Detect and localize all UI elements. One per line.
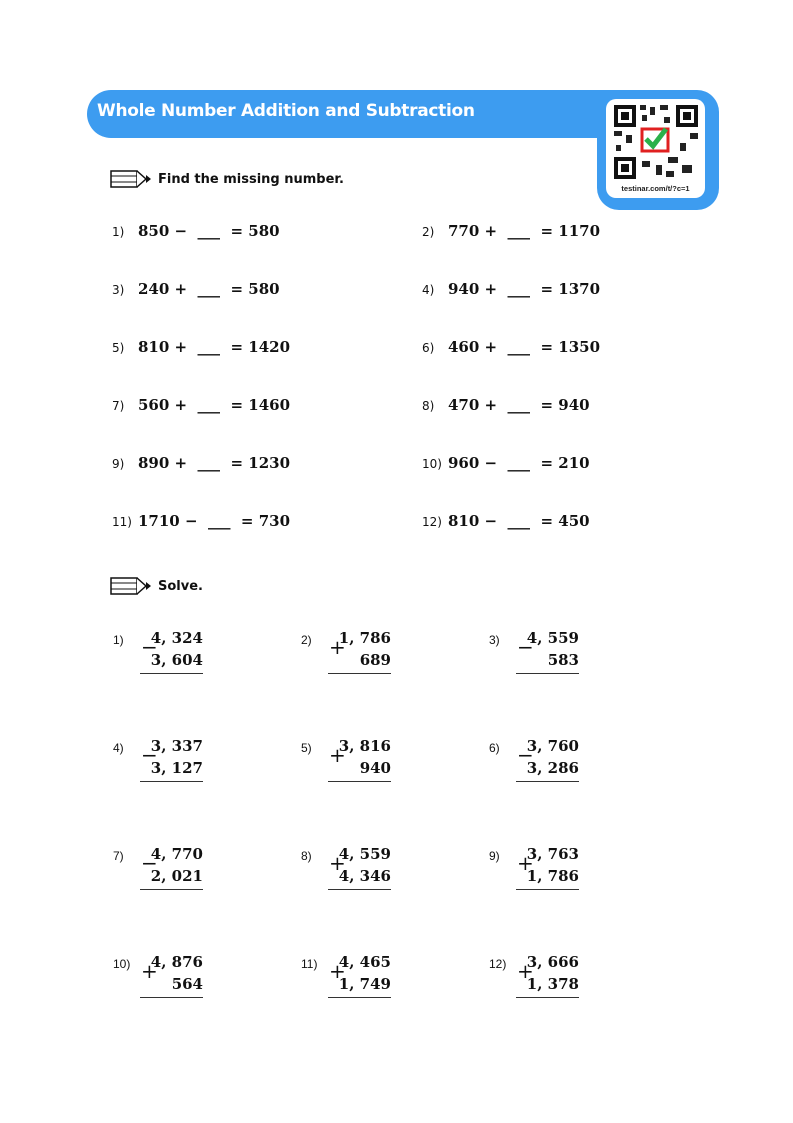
problem-number: 5) [301,741,312,755]
instruction-text: Find the missing number. [158,171,344,187]
operator: − [517,635,534,659]
qr-url: testinar.com/t/?c=1 [621,184,690,193]
vertical-problem [301,737,401,787]
problem-number: 6) [489,741,500,755]
operator: + [517,851,534,875]
page-title: Whole Number Addition and Subtraction [97,101,475,121]
equation: 810 + ___ = 1420 [138,338,291,356]
vertical-problem [113,953,213,1003]
answer-line [140,673,203,674]
qr-panel [597,90,719,210]
equation: 890 + ___ = 1230 [138,454,291,472]
bottom-number: 2, 021 [150,867,203,885]
bottom-number: 940 [359,759,391,777]
pencil-icon [110,170,152,188]
problem-number: 1) [112,225,125,239]
answer-line [516,781,579,782]
instruction-2 [110,577,203,595]
problem-number: 11) [301,957,318,971]
problem-number: 7) [113,849,124,863]
vertical-problem [113,737,213,787]
equation: 770 + ___ = 1170 [448,222,601,240]
answer-line [140,781,203,782]
pencil-icon [110,577,152,595]
operator: + [329,743,346,767]
equation: 560 + ___ = 1460 [138,396,291,414]
top-number: 3, 760 [526,737,579,755]
bottom-number: 3, 127 [150,759,203,777]
qr-code-icon [606,99,705,183]
problem-number: 4) [422,283,435,297]
equation: 940 + ___ = 1370 [448,280,601,298]
operator: − [141,851,158,875]
operator: + [329,635,346,659]
problem-number: 3) [489,633,500,647]
vertical-problem [489,845,589,895]
vertical-problem [489,953,589,1003]
problem-number: 2) [301,633,312,647]
missing-number-problem [422,396,590,414]
problem-number: 9) [112,457,125,471]
operator: + [141,959,158,983]
problem-number: 8) [301,849,312,863]
equation: 810 − ___ = 450 [448,512,590,530]
missing-number-problem [112,512,290,530]
answer-line [516,997,579,998]
problem-number: 4) [113,741,124,755]
top-number: 3, 763 [526,845,579,863]
answer-line [328,673,391,674]
equation: 960 − ___ = 210 [448,454,590,472]
missing-number-problem [112,396,290,414]
answer-line [328,781,391,782]
operator: + [329,959,346,983]
vertical-problem [489,629,589,679]
operator: − [517,743,534,767]
problem-number: 2) [422,225,435,239]
equation: 850 − ___ = 580 [138,222,280,240]
problem-number: 6) [422,341,435,355]
bottom-number: 4, 346 [338,867,391,885]
missing-number-problem [112,454,290,472]
instruction-1 [110,170,344,188]
problem-number: 9) [489,849,500,863]
missing-number-problem [112,338,290,356]
equation: 460 + ___ = 1350 [448,338,601,356]
vertical-problem [301,845,401,895]
top-number: 3, 816 [338,737,391,755]
equation: 470 + ___ = 940 [448,396,590,414]
missing-number-problem [112,280,280,298]
top-number: 1, 786 [338,629,391,647]
missing-number-problem [422,280,600,298]
problem-number: 12) [489,957,507,971]
operator: + [329,851,346,875]
top-number: 3, 337 [150,737,203,755]
answer-line [516,673,579,674]
bottom-number: 689 [359,651,391,669]
bottom-number: 583 [547,651,579,669]
equation: 240 + ___ = 580 [138,280,280,298]
vertical-problem [113,845,213,895]
answer-line [328,997,391,998]
problem-number: 8) [422,399,435,413]
top-number: 3, 666 [526,953,579,971]
top-number: 4, 324 [150,629,203,647]
problem-number: 7) [112,399,125,413]
bottom-number: 564 [171,975,203,993]
bottom-number: 1, 786 [526,867,579,885]
missing-number-problem [112,222,280,240]
vertical-problem [301,629,401,679]
problem-number: 3) [112,283,125,297]
bottom-number: 3, 604 [150,651,203,669]
top-number: 4, 770 [150,845,203,863]
vertical-problem [301,953,401,1003]
top-number: 4, 465 [338,953,391,971]
problem-number: 5) [112,341,125,355]
missing-number-problem [422,338,600,356]
answer-line [516,889,579,890]
missing-number-problem [422,454,590,472]
top-number: 4, 559 [338,845,391,863]
operator: − [141,743,158,767]
vertical-problem [489,737,589,787]
operator: + [517,959,534,983]
missing-number-problem [422,512,590,530]
problem-number: 11) [112,515,132,529]
problem-number: 10) [422,457,442,471]
answer-line [328,889,391,890]
vertical-problem [113,629,213,679]
problem-number: 12) [422,515,442,529]
problem-number: 1) [113,633,124,647]
answer-line [140,889,203,890]
bottom-number: 1, 749 [338,975,391,993]
bottom-number: 1, 378 [526,975,579,993]
missing-number-problem [422,222,600,240]
equation: 1710 − ___ = 730 [138,512,291,530]
top-number: 4, 559 [526,629,579,647]
top-number: 4, 876 [150,953,203,971]
bottom-number: 3, 286 [526,759,579,777]
answer-line [140,997,203,998]
problem-number: 10) [113,957,131,971]
instruction-text: Solve. [158,578,203,594]
operator: − [141,635,158,659]
